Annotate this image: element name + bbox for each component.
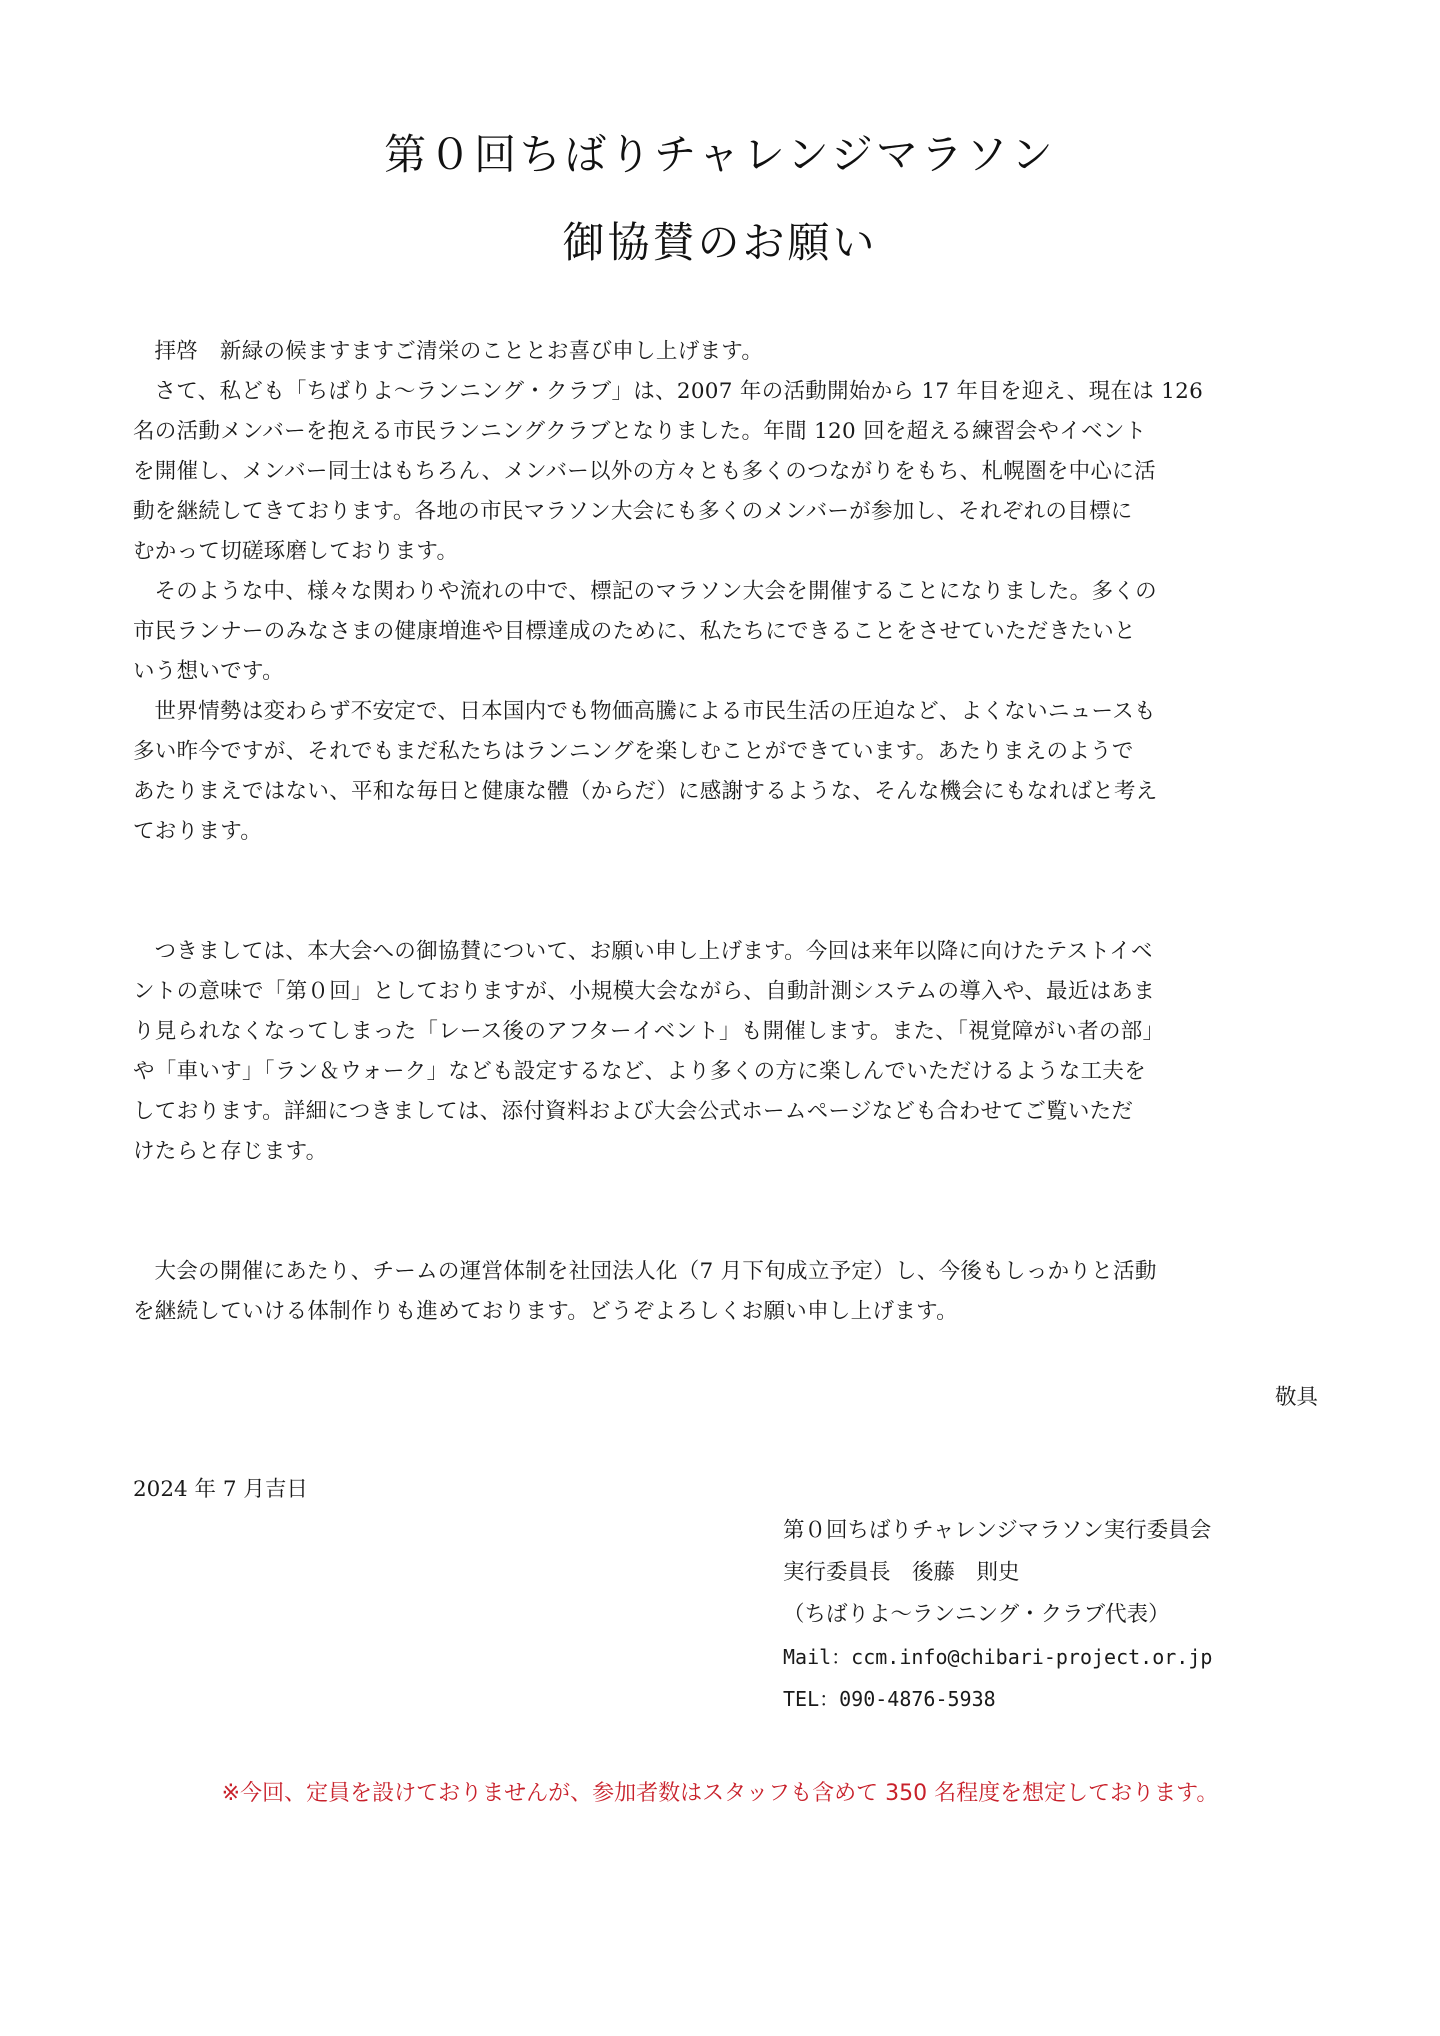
participant-note: ※今回、定員を設けておりませんが、参加者数はスタッフも含めて 350 名程度を想定しております。: [221, 1781, 1219, 1806]
closing-phrase: 敬具: [1274, 1385, 1318, 1410]
paragraph-line: けたらと存じます。: [133, 1139, 328, 1164]
paragraph-line: や「車いす」「ラン＆ウォーク」なども設定するなど、より多くの方に楽しんでいただけるような工夫を: [133, 1059, 1146, 1084]
paragraph-line: 世界情勢は変わらず不安定で、日本国内でも物価高騰による市民生活の圧迫など、よくないニュースも: [154, 699, 1156, 724]
paragraph-line: しております。詳細につきましては、添付資料および大会公式ホームページなども合わせてご覧いただ: [133, 1099, 1134, 1124]
paragraph-line: つきましては、本大会への御協賛について、お願い申し上げます。今回は来年以降に向けたテストイベ: [154, 939, 1153, 964]
paragraph-line: あたりまえではない、平和な毎日と健康な體（からだ）に感謝するような、そんな機会にもなればと考え: [133, 779, 1158, 804]
document-subtitle: 御協賛のお願い: [562, 218, 878, 267]
paragraph-sponsorship-request: [133, 932, 1318, 1172]
paragraph-line: 多い昨今ですが、それでもまだ私たちはランニングを楽しむことができています。あたりまえのようで: [133, 739, 1134, 764]
document-title: 第０回ちばりチャレンジマラソン: [384, 130, 1056, 179]
paragraph-line: 大会の開催にあたり、チームの運営体制を社団法人化（7 月下旬成立予定）し、今後もしっかりと活動: [154, 1259, 1157, 1284]
document-date: 2024 年 7 月吉日: [133, 1477, 308, 1502]
paragraph-world-situation: [133, 692, 1318, 852]
paragraph-line: を開催し、メンバー同士はもちろん、メンバー以外の方々とも多くのつながりをもち、札幌圏を中心に活: [133, 459, 1156, 484]
sender-mail: Mail：ccm.info@chibari-project.or.jp: [783, 1645, 1213, 1669]
sender-position-name: 実行委員長 後藤 則史: [783, 1560, 1020, 1585]
paragraph-line: り見られなくなってしまった「レース後のアフターイベント」も開催します。また、「視覚障がい者の部」: [133, 1019, 1165, 1044]
greeting: [133, 332, 1318, 372]
sender-block: [783, 1510, 1212, 1720]
sender-tel: TEL：090-4876-5938: [783, 1687, 996, 1711]
sender-organization: 第０回ちばりチャレンジマラソン実行委員会: [783, 1518, 1212, 1543]
paragraph-line: を継続していける体制作りも進めております。どうぞよろしくお願い申し上げます。: [133, 1299, 958, 1324]
paragraph-line: 名の活動メンバーを抱える市民ランニングクラブとなりました。年間 120 回を超える練習会やイベント: [133, 419, 1147, 444]
paragraph-event-background: [133, 572, 1318, 692]
paragraph-line: ントの意味で「第０回」としておりますが、小規模大会ながら、自動計測システムの導入や、最近はあま: [133, 979, 1156, 1004]
greeting-line: 拝啓 新緑の候ますますご清栄のこととお喜び申し上げます。: [154, 339, 764, 364]
paragraph-organization: [133, 1252, 1318, 1332]
paragraph-line: ております。: [133, 819, 263, 844]
paragraph-line: そのような中、様々な関わりや流れの中で、標記のマラソン大会を開催することになりました。多くの: [154, 579, 1157, 604]
paragraph-club-intro: [133, 372, 1318, 572]
paragraph-line: むかって切磋琢磨しております。: [133, 539, 459, 564]
paragraph-line: さて、私ども「ちばりよ～ランニング・クラブ」は、2007 年の活動開始から 17 年目を迎え、現在は 126: [154, 379, 1204, 404]
sender-affiliation: （ちばりよ～ランニング・クラブ代表）: [783, 1602, 1170, 1627]
paragraph-line: 動を継続してきております。各地の市民マラソン大会にも多くのメンバーが参加し、それぞれの目標に: [133, 499, 1133, 524]
paragraph-line: いう想いです。: [133, 659, 284, 684]
paragraph-line: 市民ランナーのみなさまの健康増進や目標達成のために、私たちにできることをさせていただきたいと: [133, 619, 1136, 644]
